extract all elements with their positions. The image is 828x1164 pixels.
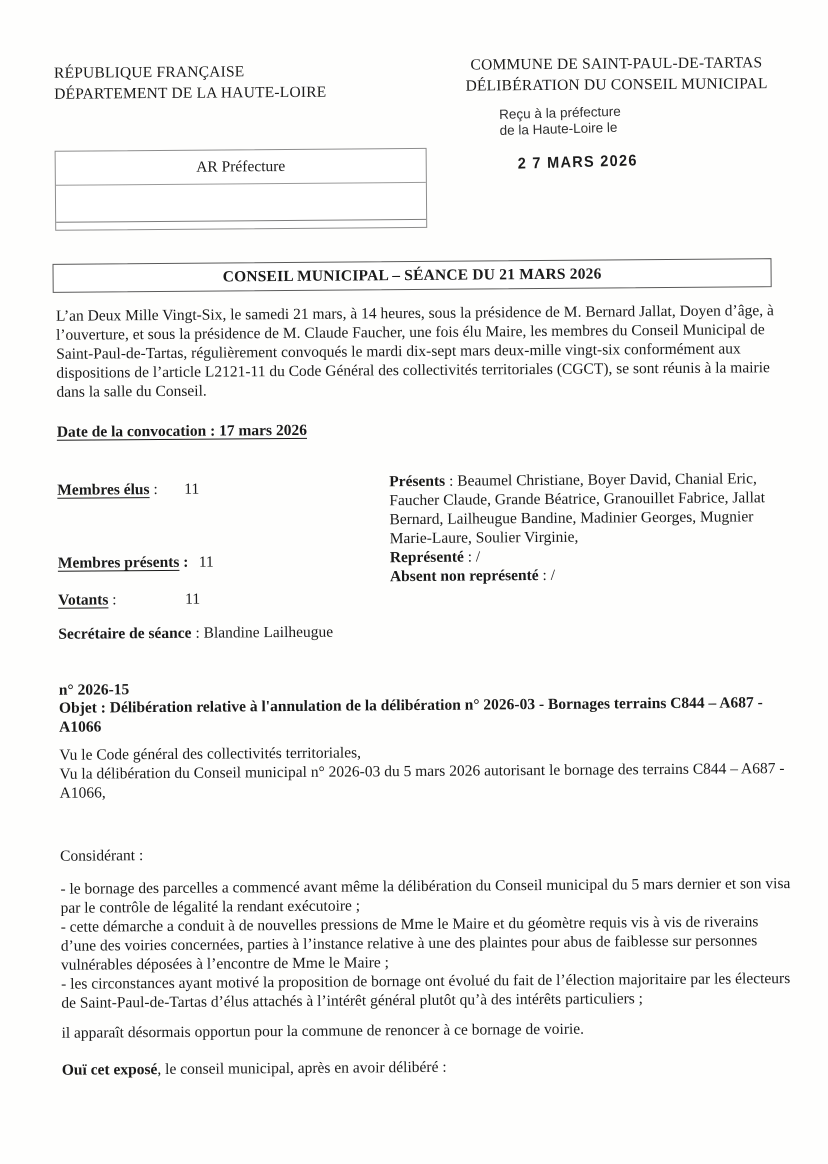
prefecture-date-stamp: 2 7 MARS 2026: [517, 152, 639, 173]
members-presents-value: 11: [198, 553, 214, 571]
prefecture-received-stamp: [499, 102, 680, 139]
members-elus-value: 11: [184, 480, 200, 498]
secretaire-row: [58, 622, 458, 644]
members-presents-colon: :: [179, 553, 189, 571]
votants-label: Votants: [58, 591, 109, 609]
header-deliberation-line2: DÉLIBÉRATION DU CONSEIL MUNICIPAL: [465, 75, 768, 95]
conclusion-line: il apparaît désormais opportun pour la commune de renoncer à ce bornage de voirie.: [61, 1020, 585, 1042]
header-departement-line2: DÉPARTEMENT DE LA HAUTE-LOIRE: [54, 83, 327, 103]
votants-row: [58, 588, 388, 610]
absent-value: : /: [538, 566, 556, 585]
presents-label: Présents: [389, 472, 446, 491]
deliberation-number: n° 2026-15: [58, 681, 130, 699]
stamp-received-line2: de la Haute-Loire le: [499, 119, 618, 139]
votants-value: 11: [185, 590, 201, 608]
represente-label: Représenté: [389, 548, 464, 567]
convocation-date-text: Date de la convocation : 17 mars 2026: [56, 421, 307, 441]
members-elus-label: Membres élus: [57, 481, 150, 499]
ar-prefecture-empty-row: [56, 183, 426, 223]
considerant-item: - les circonstances ayant motivé la proposition de bornage ont évolué du fait de l’élection majoritaire par les électeurs de Saint-Paul-de-Tartas d’élus attachés à l’intérêt général plutôt qu’à des intérêts particuliers ;: [61, 970, 791, 1012]
presents-list: [389, 469, 786, 548]
vu-line: Vu la délibération du Conseil municipal n° 2026-03 du 5 mars 2026 autorisant le bornage des terrains C844 – A687 - A1066,: [59, 760, 785, 802]
members-presents-row: [58, 551, 388, 573]
stamp-received-line1: Reçu à la préfecture: [498, 103, 621, 123]
attendance-block: [389, 469, 786, 586]
considerant-label: Considérant :: [60, 847, 144, 865]
ar-prefecture-label: AR Préfecture: [56, 149, 426, 186]
absent-label: Absent non représenté: [389, 567, 539, 586]
oui-expose-line: [62, 1055, 794, 1080]
members-presents-label: Membres présents: [57, 553, 180, 572]
header-republique-line1: RÉPUBLIQUE FRANÇAISE: [53, 63, 245, 82]
secretaire-value: : Blandine Lailheugue: [191, 623, 334, 642]
session-title-box: [52, 258, 771, 293]
considerant-items: [60, 874, 797, 1013]
members-elus-row: [57, 478, 387, 500]
deliberation-objet: Objet : Délibération relative à l'annulation de la délibération n° 2026-03 - Bornages terrains C844 – A687 - A1066: [58, 694, 763, 736]
header-commune-line1: COMMUNE DE SAINT-PAUL-DE-TARTAS: [470, 54, 763, 74]
ar-prefecture-box: [55, 148, 428, 231]
opening-paragraph: L’an Deux Mille Vingt-Six, le samedi 21 mars, à 14 heures, sous la présidence de M. Bernard Jallat, Doyen d’âge, à l’ouverture, et sous la présidence de M. Claude Faucher, une fois élu Maire, les membres du Conseil Municipal de Saint-Paul-de-Tartas, régulièrement convoqués le mardi dix-sept mars deux-mille vingt-six conformément aux dispositions de l’article L2121-11 du Code Général des collectivités territoriales (CGCT), se sont réunis à la mairie dans la salle du Conseil.: [55, 302, 774, 401]
considerant-item: - cette démarche a conduit à de nouvelles pressions de Mme le Maire et du géomètre requis vis à vis de riverains d’une des voiries concernées, parties à l’instance relative à une des plaintes pour abus de faiblesse sur personnes vulnérables déposées à l’encontre de Mme le Maire ;: [60, 913, 759, 974]
presents-names: : Beaumel Christiane, Boyer David, Chanial Eric, Faucher Claude, Grande Béatrice, Granouillet Fabrice, Jallat Bernard, Lailheugue Bandine, Madinier Georges, Mugnier Marie-Laure, Soulier Virginie,: [389, 470, 770, 548]
vu-line: Vu le Code général des collectivités territoriales,: [59, 744, 362, 764]
convocation-date: [57, 421, 307, 442]
absent-line: [390, 564, 786, 586]
oui-expose-label: Ouï cet exposé: [61, 1061, 158, 1079]
header-republique: [54, 60, 384, 105]
oui-expose-rest: , le conseil municipal, après en avoir délibéré :: [157, 1058, 447, 1079]
vu-block: [59, 740, 791, 803]
votants-colon: :: [108, 591, 117, 609]
secretaire-label: Secrétaire de séance: [58, 624, 192, 643]
represente-value: : /: [463, 548, 481, 566]
members-elus-colon: :: [149, 481, 158, 499]
session-title: CONSEIL MUNICIPAL – SÉANCE DU 21 MARS 2026: [222, 265, 602, 285]
considerant-item: - le bornage des parcelles a commencé avant même la délibération du Conseil municipal du 5 mars dernier et son visa par le contrôle de légalité la rendant exécutoire ;: [60, 875, 791, 917]
header-commune: [464, 52, 769, 96]
